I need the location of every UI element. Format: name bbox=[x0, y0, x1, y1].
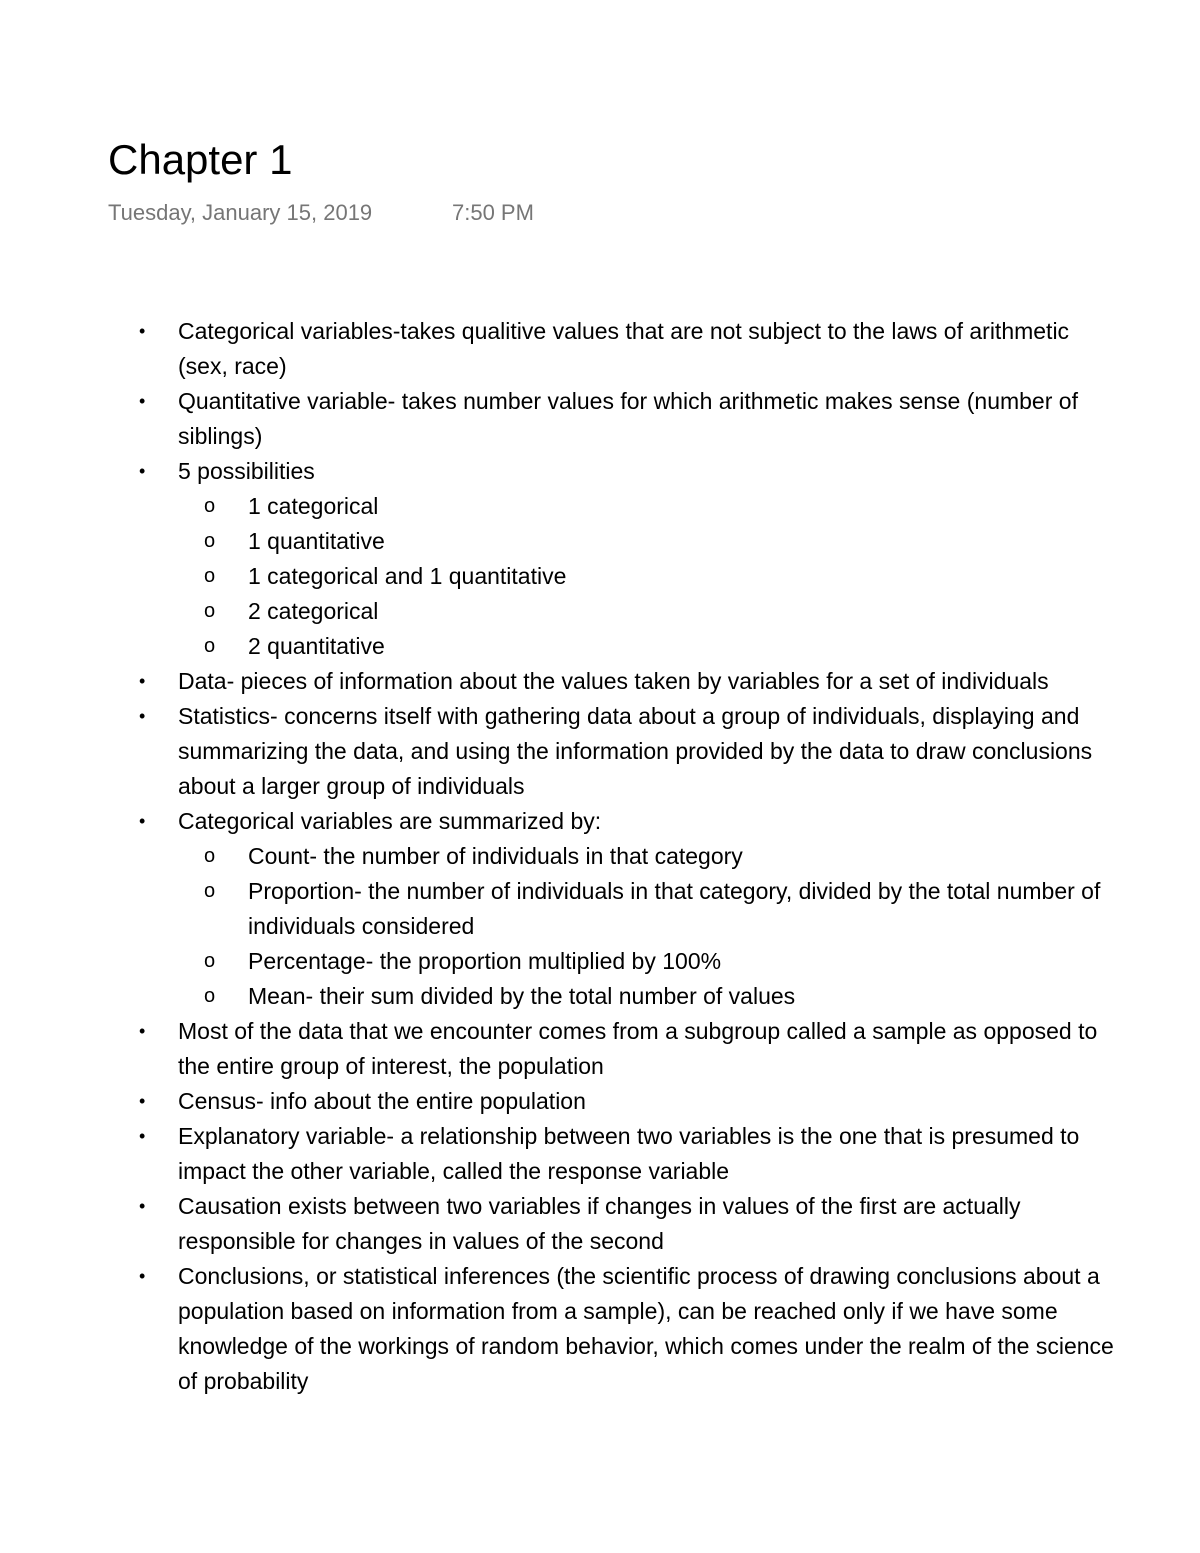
list-item-text: Quantitative variable- takes number values for which arithmetic makes sense (number of siblings) bbox=[178, 388, 1078, 449]
sub-list-item bbox=[178, 874, 1120, 944]
bullet-icon: • bbox=[139, 321, 146, 341]
list-item bbox=[0, 804, 1200, 1014]
sub-list-item bbox=[178, 594, 1120, 629]
list-item-text: Census- info about the entire population bbox=[178, 1088, 586, 1114]
sub-list-item-text: 1 categorical bbox=[248, 493, 379, 519]
sub-list-item-text: 1 quantitative bbox=[248, 528, 385, 554]
bullet-icon: • bbox=[139, 706, 146, 726]
bullet-icon: • bbox=[139, 1196, 146, 1216]
list-item-text: Conclusions, or statistical inferences (the scientific process of drawing conclusions about a population based on information from a sample), can be reached only if we have some knowledge of the workings of random behavior, which comes under the realm of the science of probability bbox=[178, 1263, 1114, 1394]
page-time: 7:50 PM bbox=[452, 200, 534, 225]
sub-list-item-text: Proportion- the number of individuals in that category, divided by the total number of individuals considered bbox=[248, 878, 1101, 939]
sub-list bbox=[178, 839, 1120, 1014]
sub-list-item-text: 1 categorical and 1 quantitative bbox=[248, 563, 567, 589]
circle-bullet-icon: o bbox=[204, 845, 216, 867]
bullet-icon: • bbox=[139, 811, 146, 831]
page-date: Tuesday, January 15, 2019 bbox=[108, 200, 373, 225]
list-item bbox=[0, 664, 1200, 699]
list-item-text: Data- pieces of information about the values taken by variables for a set of individuals bbox=[178, 668, 1049, 694]
circle-bullet-icon: o bbox=[204, 985, 216, 1007]
list-item bbox=[0, 384, 1200, 454]
sub-list-item bbox=[178, 489, 1120, 524]
sub-list-item bbox=[178, 559, 1120, 594]
sub-list-item bbox=[178, 979, 1120, 1014]
sub-list-item bbox=[178, 629, 1120, 664]
page-meta bbox=[108, 198, 534, 228]
sub-list-item-text: 2 quantitative bbox=[248, 633, 385, 659]
circle-bullet-icon: o bbox=[204, 635, 216, 657]
bullet-icon: • bbox=[139, 461, 146, 481]
sub-list-item-text: 2 categorical bbox=[248, 598, 379, 624]
circle-bullet-icon: o bbox=[204, 950, 216, 972]
circle-bullet-icon: o bbox=[204, 495, 216, 517]
bullet-icon: • bbox=[139, 671, 146, 691]
sub-list bbox=[178, 489, 1120, 664]
sub-list-item-text: Count- the number of individuals in that category bbox=[248, 843, 743, 869]
bullet-icon: • bbox=[139, 391, 146, 411]
sub-list-item bbox=[178, 524, 1120, 559]
bullet-icon: • bbox=[139, 1091, 146, 1111]
page-title: Chapter 1 bbox=[108, 136, 293, 183]
list-item bbox=[0, 1259, 1200, 1399]
sub-list-item-text: Mean- their sum divided by the total number of values bbox=[248, 983, 796, 1009]
circle-bullet-icon: o bbox=[204, 600, 216, 622]
sub-list-item bbox=[178, 839, 1120, 874]
list-item-text: Causation exists between two variables if changes in values of the first are actually responsible for changes in values of the second bbox=[178, 1193, 1021, 1254]
list-item-text: Statistics- concerns itself with gathering data about a group of individuals, displaying and summarizing the data, and using the information provided by the data to draw conclusions about a larger group of individuals bbox=[178, 703, 1093, 799]
list-item bbox=[0, 314, 1200, 384]
notes-list bbox=[0, 314, 1200, 1399]
list-item bbox=[0, 454, 1200, 664]
bullet-icon: • bbox=[139, 1021, 146, 1041]
bullet-icon: • bbox=[139, 1126, 146, 1146]
list-item bbox=[0, 1119, 1200, 1189]
list-item bbox=[0, 699, 1200, 804]
list-item-text: Most of the data that we encounter comes from a subgroup called a sample as opposed to the entire group of interest, the population bbox=[178, 1018, 1098, 1079]
list-item bbox=[0, 1014, 1200, 1084]
list-item bbox=[0, 1189, 1200, 1259]
list-item bbox=[0, 1084, 1200, 1119]
circle-bullet-icon: o bbox=[204, 530, 216, 552]
list-item-text: Categorical variables are summarized by: bbox=[178, 808, 602, 834]
bullet-icon: • bbox=[139, 1266, 146, 1286]
list-item-text: Explanatory variable- a relationship between two variables is the one that is presumed to impact the other variable, called the response variable bbox=[178, 1123, 1080, 1184]
sub-list-item-text: Percentage- the proportion multiplied by 100% bbox=[248, 948, 722, 974]
circle-bullet-icon: o bbox=[204, 880, 216, 902]
sub-list-item bbox=[178, 944, 1120, 979]
list-item-text: 5 possibilities bbox=[178, 458, 315, 484]
circle-bullet-icon: o bbox=[204, 565, 216, 587]
list-item-text: Categorical variables-takes qualitive values that are not subject to the laws of arithmetic (sex, race) bbox=[178, 318, 1070, 379]
